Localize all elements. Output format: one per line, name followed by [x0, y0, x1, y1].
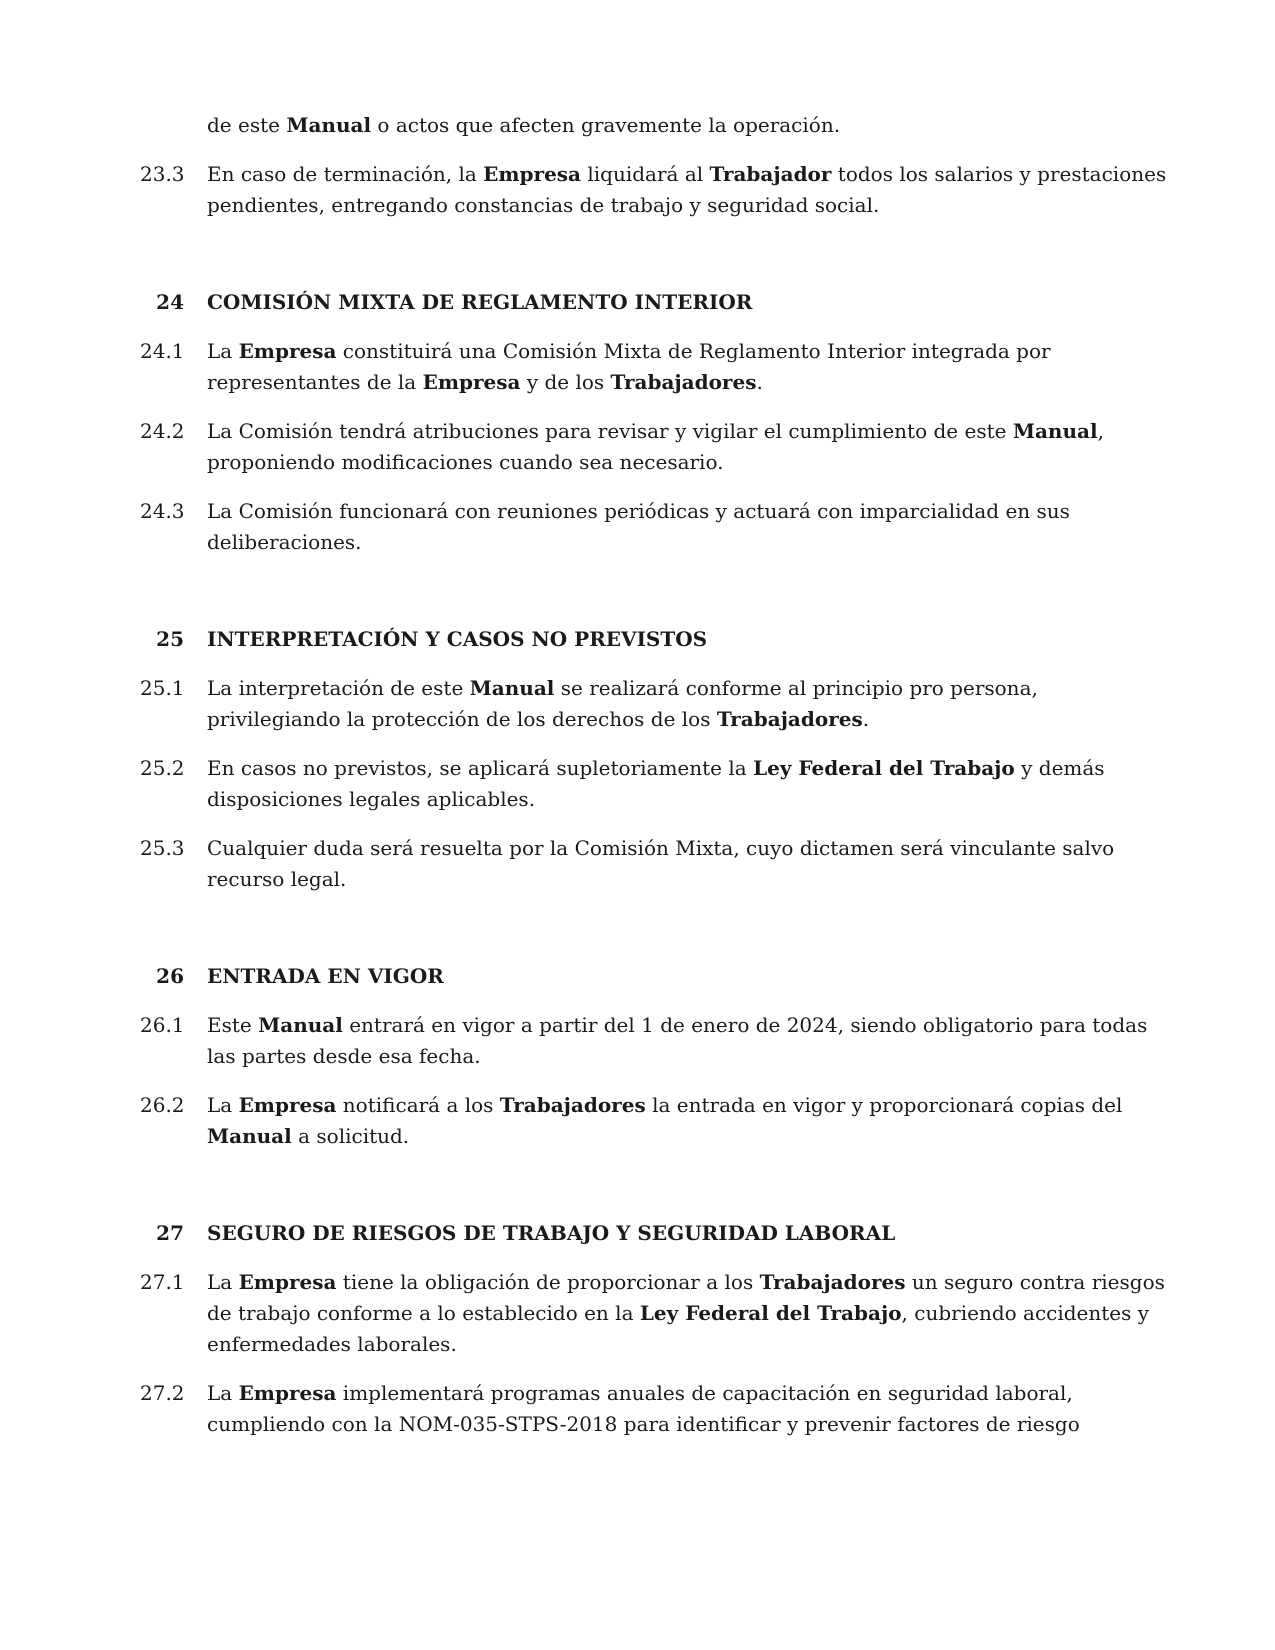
defined-term: Manual [258, 1013, 343, 1037]
text-run: deliberaciones. [207, 530, 362, 554]
text-run: , cubriendo accidentes y [901, 1301, 1150, 1325]
text-run: y demás [1014, 756, 1105, 780]
defined-term: Manual [207, 1124, 292, 1148]
text-line [207, 864, 1137, 895]
defined-term: Manual [286, 113, 372, 137]
defined-term: Empresa [238, 339, 337, 363]
defined-term: Empresa [238, 1270, 337, 1294]
text-run: un seguro contra riesgos [905, 1270, 1165, 1294]
text-line [207, 1298, 1150, 1329]
text-run: liquidará al [581, 162, 710, 186]
defined-term: Ley Federal del Trabajo [639, 1301, 902, 1325]
text-run: y de los [520, 370, 611, 394]
clause-number: 26.1 [140, 1013, 185, 1037]
text-run: a solicitud. [291, 1124, 410, 1148]
clause-number: 24.1 [140, 339, 185, 363]
text-run: La [207, 1381, 239, 1405]
text-run: de este [207, 113, 287, 137]
text-run: representantes de la [207, 370, 423, 394]
clause-number: 27.2 [140, 1381, 185, 1405]
text-line [207, 416, 1137, 447]
text-line [207, 1378, 1137, 1409]
text-line [207, 1329, 1137, 1360]
text-line [207, 159, 1167, 190]
text-run: La [207, 1270, 239, 1294]
text-run: proponiendo modificaciones cuando sea necesario. [207, 450, 724, 474]
text-run: constituirá una Comisión Mixta de Reglamento Interior integrada por [336, 339, 1051, 363]
text-line [207, 673, 1137, 704]
clause-number: 27.1 [140, 1270, 185, 1294]
defined-term: Trabajador [709, 162, 832, 186]
clause-text [207, 753, 1137, 815]
text-run: Cualquier duda será resuelta por la Comisión Mixta, cuyo dictamen será vinculante salvo [207, 836, 1115, 860]
continuation-text [207, 110, 1137, 141]
text-line [207, 336, 1137, 367]
section-heading: COMISIÓN MIXTA DE REGLAMENTO INTERIOR [207, 290, 753, 314]
text-run: , [1097, 419, 1104, 443]
text-line [207, 1121, 1137, 1152]
clause-text [207, 833, 1137, 895]
defined-term: Empresa [483, 162, 582, 186]
text-run: disposiciones legales aplicables. [207, 787, 536, 811]
text-run: tiene la obligación de proporcionar a los [336, 1270, 760, 1294]
clause-text [207, 336, 1137, 398]
section-number: 25 [156, 627, 184, 651]
text-run: la entrada en vigor y proporcionará copias del [645, 1093, 1123, 1117]
text-run: implementará programas anuales de capacitación en seguridad laboral, [336, 1381, 1073, 1405]
defined-term: Trabajadores [716, 707, 863, 731]
text-line [207, 1090, 1137, 1121]
text-line [207, 753, 1137, 784]
text-run: La Comisión funcionará con reuniones periódicas y actuará con imparcialidad en sus [207, 499, 1070, 523]
text-line [207, 110, 1137, 141]
text-line [207, 1267, 1165, 1298]
text-run: pendientes, entregando constancias de trabajo y seguridad social. [207, 193, 880, 217]
text-line [207, 367, 1137, 398]
defined-term: Ley Federal del Trabajo [753, 756, 1015, 780]
clause-number: 25.3 [140, 836, 185, 860]
text-run: notificará a los [336, 1093, 500, 1117]
clause-text [207, 496, 1137, 558]
defined-term: Empresa [238, 1093, 337, 1117]
clause-text [207, 1267, 1165, 1360]
text-line [207, 527, 1137, 558]
text-run: . [756, 370, 763, 394]
text-line [207, 1041, 1137, 1072]
text-run: entrará en vigor a partir del 1 de enero de 2024, siendo obligatorio para todas [342, 1013, 1148, 1037]
clause-number: 24.2 [140, 419, 185, 443]
clause-text [207, 159, 1167, 221]
text-run: de trabajo conforme a lo establecido en la [207, 1301, 640, 1325]
clause-number: 24.3 [140, 499, 185, 523]
text-run: o actos que afecten gravemente la operación. [371, 113, 841, 137]
text-run: privilegiando la protección de los derechos de los [207, 707, 717, 731]
section-heading: SEGURO DE RIESGOS DE TRABAJO Y SEGURIDAD LABORAL [207, 1221, 896, 1245]
clause-text [207, 1378, 1137, 1440]
text-line [207, 704, 1137, 735]
defined-term: Trabajadores [499, 1093, 646, 1117]
clause-text [207, 673, 1137, 735]
defined-term: Empresa [422, 370, 521, 394]
defined-term: Trabajadores [759, 1270, 906, 1294]
text-run: cumpliendo con la NOM-035-STPS-2018 para identificar y prevenir factores de riesgo [207, 1412, 1080, 1436]
text-run: . [862, 707, 870, 731]
clause-number: 23.3 [140, 162, 185, 186]
text-run: La [207, 1093, 239, 1117]
text-line [207, 784, 1137, 815]
text-line [207, 447, 1137, 478]
text-run: se realizará conforme al principio pro persona, [554, 676, 1038, 700]
text-run: las partes desde esa fecha. [207, 1044, 481, 1068]
text-run: La interpretación de este [207, 676, 470, 700]
text-line [207, 1409, 1137, 1440]
text-run: La [207, 339, 239, 363]
section-heading: ENTRADA EN VIGOR [207, 964, 444, 988]
section-number: 26 [156, 964, 184, 988]
defined-term: Manual [469, 676, 555, 700]
clause-text [207, 416, 1137, 478]
text-line [207, 833, 1137, 864]
clause-text [207, 1090, 1137, 1152]
text-line [207, 190, 1137, 221]
defined-term: Trabajadores [610, 370, 757, 394]
clause-text [207, 1010, 1148, 1072]
defined-term: Manual [1012, 419, 1098, 443]
clause-number: 25.2 [140, 756, 185, 780]
section-number: 24 [156, 290, 184, 314]
text-line [207, 496, 1137, 527]
text-run: Este [207, 1013, 259, 1037]
section-heading: INTERPRETACIÓN Y CASOS NO PREVISTOS [207, 627, 708, 651]
clause-number: 25.1 [140, 676, 185, 700]
clause-number: 26.2 [140, 1093, 185, 1117]
text-run: En caso de terminación, la [207, 162, 484, 186]
text-run: enfermedades laborales. [207, 1332, 457, 1356]
section-number: 27 [156, 1221, 184, 1245]
text-run: recurso legal. [207, 867, 347, 891]
text-run: todos los salarios y prestaciones [831, 162, 1167, 186]
text-line [207, 1010, 1148, 1041]
text-run: La Comisión tendrá atribuciones para revisar y vigilar el cumplimiento de este [207, 419, 1013, 443]
text-run: En casos no previstos, se aplicará supletoriamente la [207, 756, 754, 780]
defined-term: Empresa [238, 1381, 337, 1405]
